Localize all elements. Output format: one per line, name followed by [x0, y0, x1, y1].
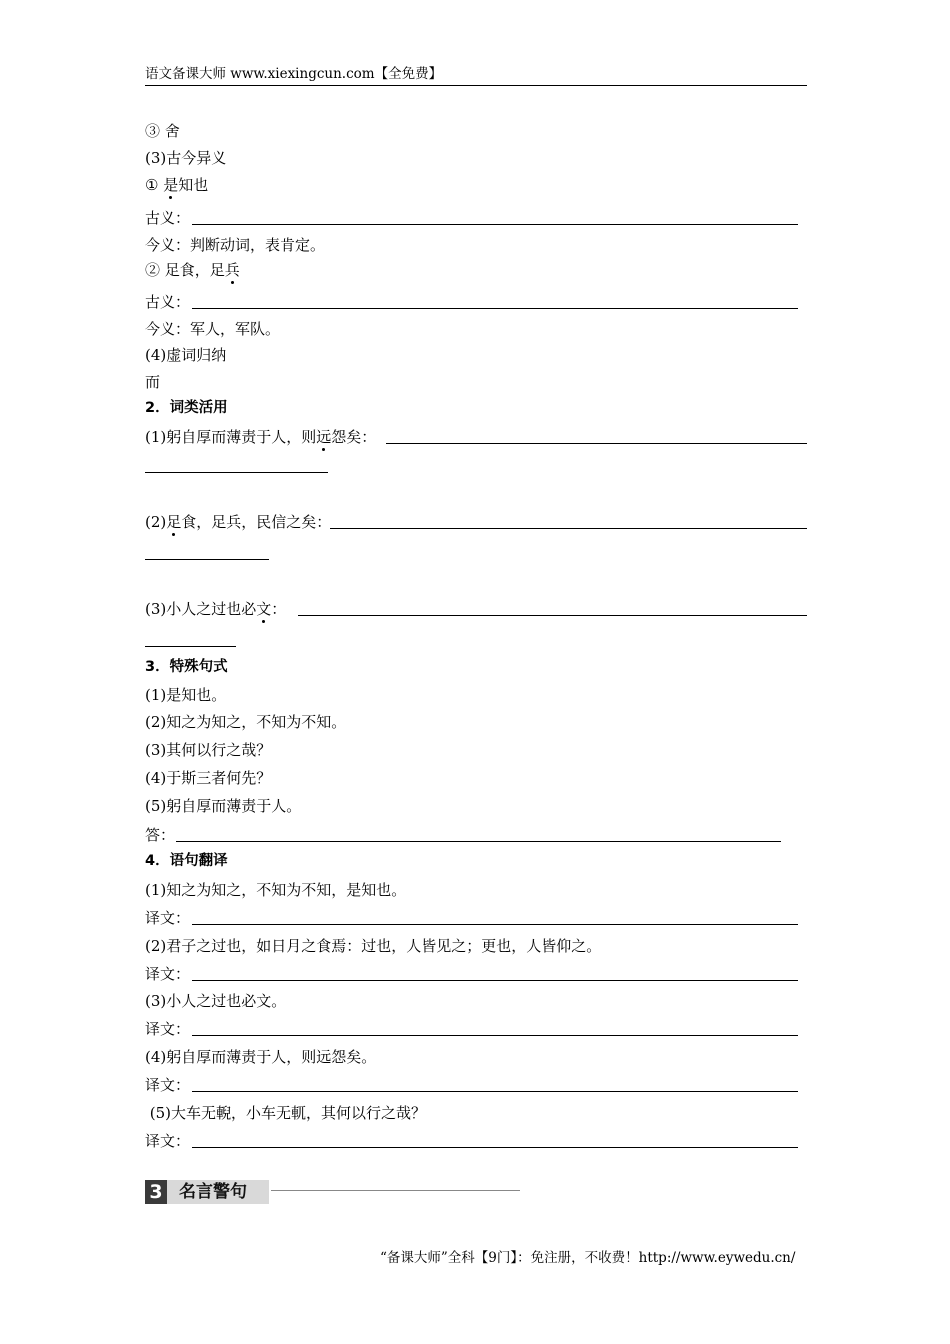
emphasis-char: 足: [166, 513, 182, 531]
text-line: (1)是知也。: [145, 686, 227, 704]
answer-blank[interactable]: [176, 841, 781, 842]
section-badge: [145, 1180, 269, 1204]
answer-blank[interactable]: [192, 1035, 798, 1036]
text-part: (1)躬自厚而薄责于人，则: [145, 428, 317, 446]
text-line: (3)小人之过也必文。: [145, 992, 287, 1010]
answer-blank[interactable]: [330, 528, 807, 529]
answer-blank[interactable]: [386, 443, 807, 444]
text-line: (3)古今异义: [145, 149, 227, 167]
page-header: 语文备课大师 www.xiexingcun.com【全免费】: [145, 66, 443, 82]
text-line: 今义：军人，军队。: [145, 320, 281, 338]
page-footer: “备课大师”全科【9门】：免注册，不收费！http://www.eywedu.cn/: [380, 1250, 796, 1266]
answer-blank[interactable]: [192, 224, 798, 225]
text-line: (4)虚词归纳: [145, 346, 227, 364]
blank-label: 古义：: [145, 293, 191, 311]
section-number: 3: [145, 1180, 167, 1204]
text-line: (5)躬自厚而薄责于人。: [145, 797, 302, 815]
blank-label: 译文：: [145, 909, 191, 927]
blank-label: 答：: [145, 826, 176, 844]
question-line: [145, 599, 286, 619]
text-line: (1)知之为知之，不知为不知，是知也。: [145, 881, 407, 899]
emphasis-char: 兵: [224, 261, 240, 279]
text-part: 知也: [178, 176, 209, 194]
answer-blank[interactable]: [192, 1147, 798, 1148]
text-line: (3)其何以行之哉？: [145, 741, 272, 759]
answer-blank[interactable]: [192, 308, 798, 309]
section-heading: 3．特殊句式: [145, 659, 228, 675]
text-line: [145, 260, 240, 280]
answer-blank[interactable]: [145, 472, 328, 473]
emphasis-char: 文: [256, 600, 272, 618]
text-part: ：: [271, 600, 287, 618]
text-part: ② 足食，足: [145, 261, 225, 279]
answer-blank[interactable]: [192, 980, 798, 981]
blank-label: 译文：: [145, 1020, 191, 1038]
section-title: 名言警句: [179, 1182, 247, 1202]
answer-blank[interactable]: [145, 559, 269, 560]
text-line: 今义：判断动词，表肯定。: [145, 236, 326, 254]
answer-blank[interactable]: [192, 1091, 798, 1092]
emphasis-char: 远: [316, 428, 332, 446]
text-part: (2): [145, 513, 167, 531]
blank-label: 古义：: [145, 209, 191, 227]
text-line: (5)大车无輗，小车无軏，其何以行之哉？: [145, 1104, 427, 1122]
text-line: (2)知之为知之，不知为不知。: [145, 713, 347, 731]
text-line: (2)君子之过也，如日月之食焉：过也，人皆见之；更也，人皆仰之。: [145, 937, 602, 955]
section-heading: 4．语句翻译: [145, 853, 228, 869]
emphasis-char: 是: [163, 176, 179, 194]
text-line: (4)躬自厚而薄责于人，则远怨矣。: [145, 1048, 377, 1066]
section-heading: 2．词类活用: [145, 400, 228, 416]
blank-label: 译文：: [145, 1132, 191, 1150]
text-part: ①: [145, 176, 164, 194]
text-part: (3)小人之过也必: [145, 600, 257, 618]
blank-label: 译文：: [145, 1076, 191, 1094]
text-line: (4)于斯三者何先？: [145, 769, 272, 787]
text-part: 怨矣：: [331, 428, 377, 446]
question-line: [145, 427, 376, 447]
section-rule: [271, 1190, 520, 1191]
header-rule: [145, 85, 807, 86]
text-line: ③ 舍: [145, 122, 180, 140]
text-line: 而: [145, 373, 161, 391]
text-line: [145, 175, 208, 195]
answer-blank[interactable]: [145, 646, 236, 647]
text-part: 食，足兵，民信之矣：: [181, 513, 332, 531]
question-line: [145, 512, 331, 532]
answer-blank[interactable]: [298, 615, 807, 616]
blank-label: 译文：: [145, 965, 191, 983]
answer-blank[interactable]: [192, 924, 798, 925]
